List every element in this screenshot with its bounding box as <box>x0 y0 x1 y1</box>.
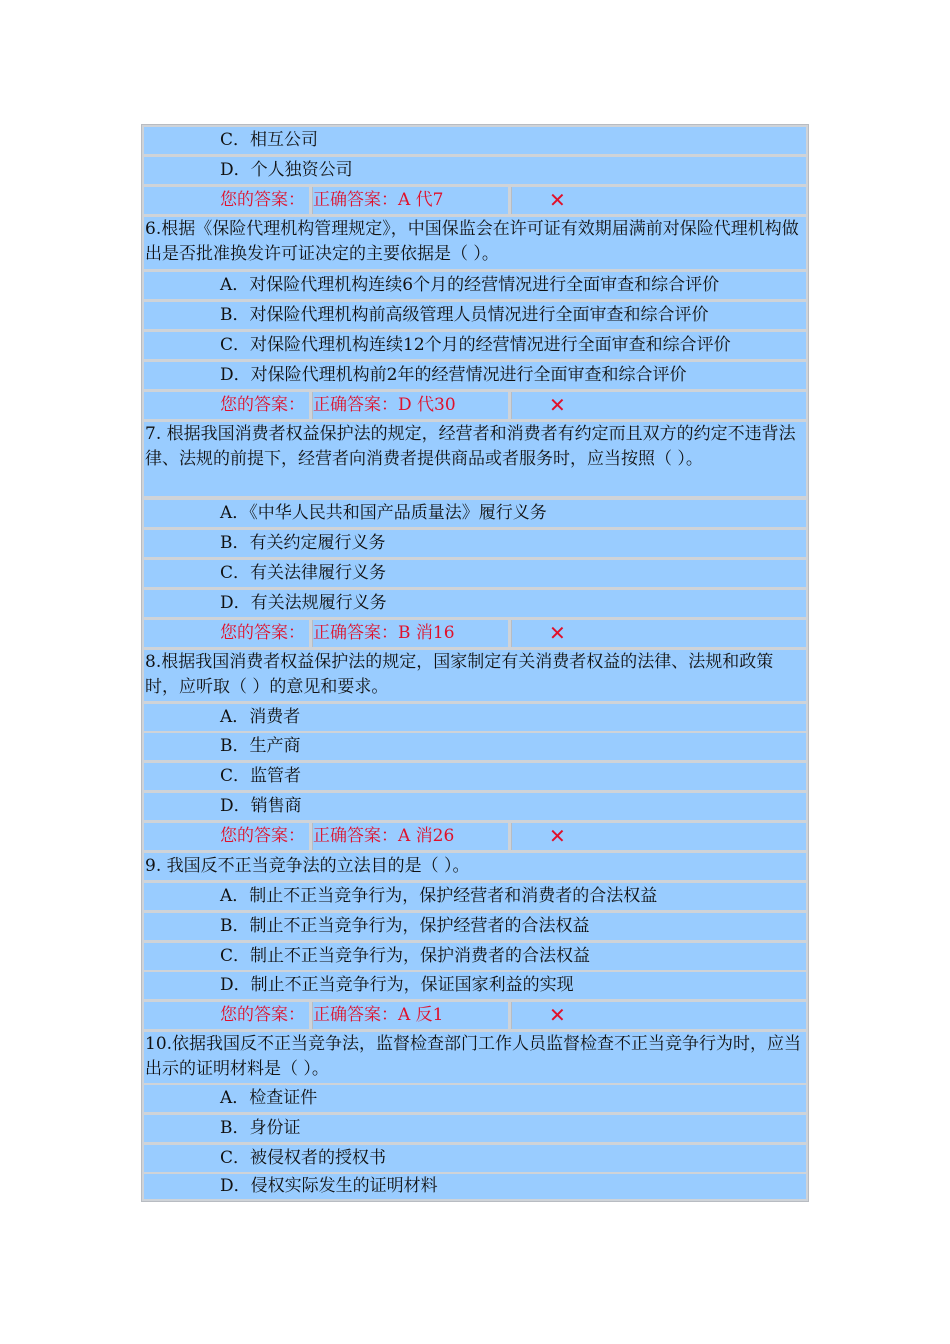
option-text: A．对保险代理机构连续6个月的经营情况进行全面审查和综合评价 <box>220 275 720 295</box>
option-row <box>144 704 806 731</box>
correct-answer: 正确答案：A 消26 <box>312 823 508 850</box>
answer-row <box>144 392 806 419</box>
option-text: C．监管者 <box>220 766 302 786</box>
option-row <box>144 943 806 970</box>
option-text: C．制止不正当竞争行为，保护消费者的合法权益 <box>220 946 591 966</box>
quiz-table <box>141 124 809 1202</box>
option-text: D．有关法规履行义务 <box>220 593 387 613</box>
option-row <box>144 1115 806 1142</box>
your-answer-label: 您的答案： <box>144 823 309 850</box>
correct-answer: 正确答案：B 消16 <box>312 620 508 647</box>
result-cell <box>511 392 806 419</box>
option-text: B．对保险代理机构前高级管理人员情况进行全面审查和综合评价 <box>220 305 709 325</box>
answer-row <box>144 823 806 850</box>
answer-row <box>144 620 806 647</box>
option-text: B．生产商 <box>220 736 301 756</box>
option-text: B．制止不正当竞争行为，保护经营者的合法权益 <box>220 916 590 936</box>
result-cell <box>511 620 806 647</box>
option-row <box>144 127 806 154</box>
option-row <box>144 793 806 820</box>
result-cell <box>511 823 806 850</box>
your-answer-label: 您的答案： <box>144 187 309 214</box>
option-text: A．检查证件 <box>220 1088 318 1108</box>
answer-row <box>144 187 806 214</box>
option-text: D．销售商 <box>220 796 302 816</box>
correct-answer: 正确答案：A 代7 <box>312 187 508 214</box>
option-row <box>144 500 806 527</box>
option-row <box>144 560 806 587</box>
wrong-icon: ✕ <box>549 824 566 848</box>
option-text: D．制止不正当竞争行为，保证国家利益的实现 <box>220 975 574 995</box>
option-row <box>144 362 806 389</box>
option-row <box>144 883 806 910</box>
wrong-icon: ✕ <box>549 188 566 212</box>
option-text: D．个人独资公司 <box>220 160 353 180</box>
option-text: D．对保险代理机构前2年的经营情况进行全面审查和综合评价 <box>220 365 687 385</box>
your-answer-label: 您的答案： <box>144 392 309 419</box>
question-text: 6.根据《保险代理机构管理规定》，中国保监会在许可证有效期届满前对保险代理机构做出是否批准换发许可证决定的主要依据是（ ）。 <box>144 217 806 269</box>
option-row <box>144 1174 806 1199</box>
option-row <box>144 1145 806 1172</box>
wrong-icon: ✕ <box>549 393 566 417</box>
wrong-icon: ✕ <box>549 621 566 645</box>
option-text: A．《中华人民共和国产品质量法》履行义务 <box>220 503 547 523</box>
result-cell <box>511 187 806 214</box>
option-row <box>144 763 806 790</box>
correct-answer: 正确答案：D 代30 <box>312 392 508 419</box>
question-text: 9. 我国反不正当竞争法的立法目的是（ ）。 <box>144 853 806 880</box>
correct-answer: 正确答案：A 反1 <box>312 1002 508 1029</box>
question-text: 7. 根据我国消费者权益保护法的规定，经营者和消费者有约定而且双方的约定不违背法律、法规的前提下，经营者向消费者提供商品或者服务时，应当按照（ ）。 <box>144 422 806 496</box>
option-text: C．有关法律履行义务 <box>220 563 387 583</box>
option-row <box>144 1085 806 1112</box>
option-text: C．相互公司 <box>220 130 319 150</box>
your-answer-label: 您的答案： <box>144 620 309 647</box>
option-text: D．侵权实际发生的证明材料 <box>220 1176 438 1196</box>
option-row <box>144 157 806 184</box>
question-text: 10.依据我国反不正当竞争法，监督检查部门工作人员监督检查不正当竞争行为时，应当出示的证明材料是（ ）。 <box>144 1032 806 1083</box>
option-text: A．制止不正当竞争行为，保护经营者和消费者的合法权益 <box>220 886 658 906</box>
option-row <box>144 590 806 617</box>
option-row <box>144 530 806 557</box>
option-row <box>144 733 806 760</box>
option-row <box>144 972 806 999</box>
result-cell <box>511 1002 806 1029</box>
option-text: C．被侵权者的授权书 <box>220 1148 387 1168</box>
question-text: 8.根据我国消费者权益保护法的规定，国家制定有关消费者权益的法律、法规和政策时，应听取（ ）的意见和要求。 <box>144 650 806 701</box>
option-row <box>144 302 806 329</box>
your-answer-label: 您的答案： <box>144 1002 309 1029</box>
option-row <box>144 272 806 299</box>
answer-row <box>144 1002 806 1029</box>
option-text: B．身份证 <box>220 1118 301 1138</box>
option-row <box>144 913 806 940</box>
option-row <box>144 332 806 359</box>
option-text: B．有关约定履行义务 <box>220 533 386 553</box>
wrong-icon: ✕ <box>549 1003 566 1027</box>
option-text: C．对保险代理机构连续12个月的经营情况进行全面审查和综合评价 <box>220 335 731 355</box>
option-text: A．消费者 <box>220 707 301 727</box>
